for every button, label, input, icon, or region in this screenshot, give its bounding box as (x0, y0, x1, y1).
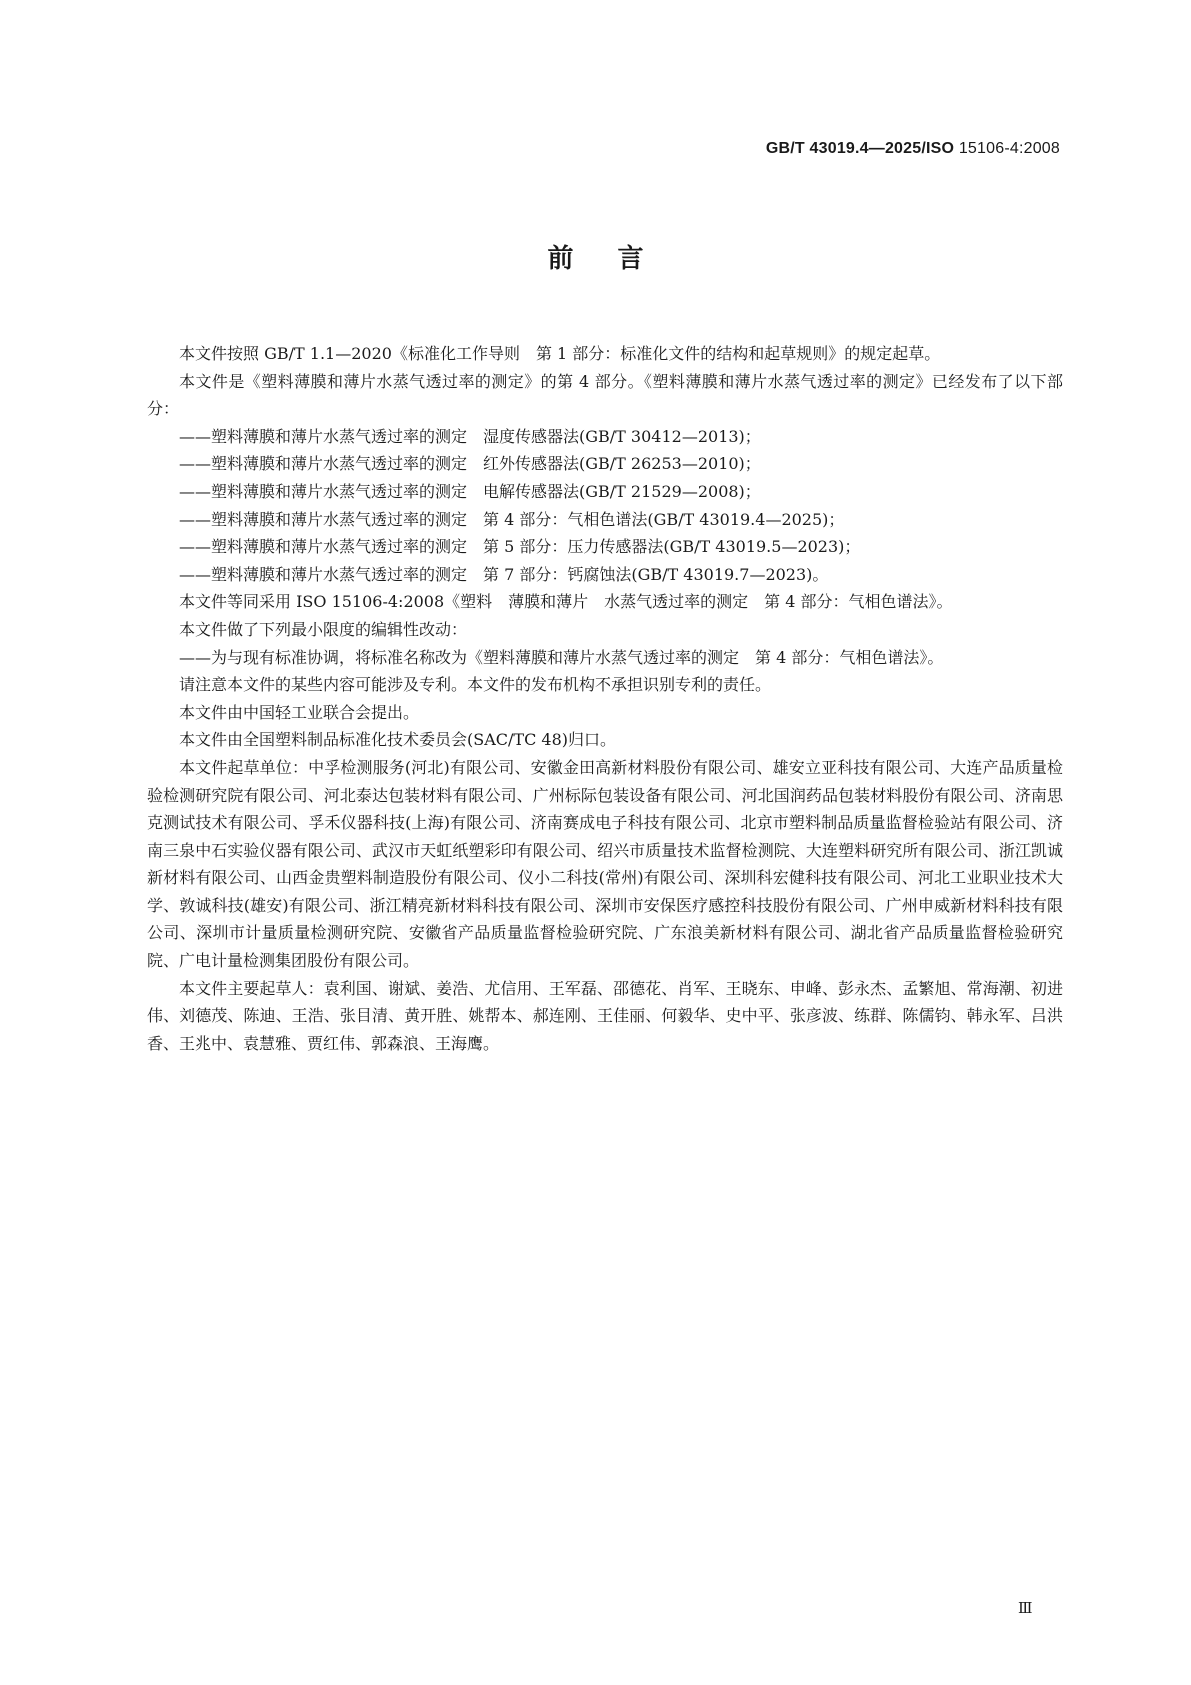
paragraph-drafting-units: 本文件起草单位：中孚检测服务(河北)有限公司、安徽金田高新材料股份有限公司、雄安立亚科技有限公司、大连产品质量检验检测研究院有限公司、河北泰达包装材料有限公司、广州标际包装设备有限公司、河北国润药品包装材料股份有限公司、济南思克测试技术有限公司、孚禾仪器科技(上海)有限公司、济南赛成电子科技有限公司、北京市塑料制品质量监督检验站有限公司、济南三泉中石实验仪器有限公司、武汉市天虹纸塑彩印有限公司、绍兴市质量技术监督检测院、大连塑料研究所有限公司、浙江凯诚新材料有限公司、山西金贵塑料制造股份有限公司、仪小二科技(常州)有限公司、深圳科宏健科技有限公司、河北工业职业技术大学、敦诚科技(雄安)有限公司、浙江精亮新材料科技有限公司、深圳市安保医疗感控科技股份有限公司、广州申威新材料科技有限公司、深圳市计量质量检测研究院、安徽省产品质量监督检验研究院、广东浪美新材料有限公司、湖北省产品质量监督检验研究院、广电计量检测集团股份有限公司。 (147, 757, 1063, 971)
list-item-part-4: ——塑料薄膜和薄片水蒸气透过率的测定 第 4 部分：气相色谱法(GB/T 43019.4—2025)； (179, 509, 845, 529)
paragraph-patent-notice: 请注意本文件的某些内容可能涉及专利。本文件的发布机构不承担识别专利的责任。 (179, 675, 772, 695)
standard-number: GB/T 43019.4—2025/ISO (765, 140, 955, 157)
paragraph-drafters: 本文件主要起草人：袁利国、谢斌、姜浩、尤信用、王军磊、邵德花、肖军、王晓东、申峰、彭永杰、孟繁旭、常海潮、初进伟、刘德茂、陈迪、王浩、张目清、黄开胜、姚帮本、郝连刚、王佳丽、何毅华、史中平、张彦波、练群、陈儒钧、韩永军、吕洪香、王兆中、袁慧雅、贾红伟、郭森浪、王海鹰。 (147, 978, 1063, 1053)
page-title: 前言 (547, 244, 688, 274)
paragraph-iso-adoption: 本文件等同采用 ISO 15106-4:2008《塑料 薄膜和薄片 水蒸气透过率的测定 第 4 部分：气相色谱法》。 (179, 592, 953, 612)
list-item-part-2: ——塑料薄膜和薄片水蒸气透过率的测定 红外传感器法(GB/T 26253—2010)； (179, 454, 761, 474)
list-item-part-3: ——塑料薄膜和薄片水蒸气透过率的测定 电解传感器法(GB/T 21529—2008)； (179, 481, 761, 501)
paragraph-proposer: 本文件由中国轻工业联合会提出。 (179, 702, 420, 722)
paragraph-drafting-rules: 本文件按照 GB/T 1.1—2020《标准化工作导则 第 1 部分：标准化文件的结构和起草规则》的规定起草。 (179, 344, 941, 363)
iso-part-number: 15106-4:2008 (958, 140, 1060, 157)
paragraph-part-overview: 本文件是《塑料薄膜和薄片水蒸气透过率的测定》的第 4 部分。《塑料薄膜和薄片水蒸气透过率的测定》已经发布了以下部分： (147, 371, 1063, 419)
list-item-part-5: ——塑料薄膜和薄片水蒸气透过率的测定 第 5 部分：压力传感器法(GB/T 43019.5—2023)； (179, 537, 861, 557)
list-item-editorial-change: ——为与现有标准协调，将标准名称改为《塑料薄膜和薄片水蒸气透过率的测定 第 4 部分：气相色谱法》。 (179, 647, 944, 667)
paragraph-committee: 本文件由全国塑料制品标准化技术委员会(SAC/TC 48)归口。 (179, 730, 616, 750)
list-item-part-7: ——塑料薄膜和薄片水蒸气透过率的测定 第 7 部分：钙腐蚀法(GB/T 43019.7—2023)。 (179, 564, 829, 584)
preface-body (147, 340, 1063, 1057)
list-item-part-1: ——塑料薄膜和薄片水蒸气透过率的测定 湿度传感器法(GB/T 30412—2013)； (179, 426, 761, 446)
document-code-header (766, 140, 1060, 158)
page-number: Ⅲ (1018, 1599, 1033, 1617)
paragraph-editorial-changes: 本文件做了下列最小限度的编辑性改动： (179, 619, 468, 639)
